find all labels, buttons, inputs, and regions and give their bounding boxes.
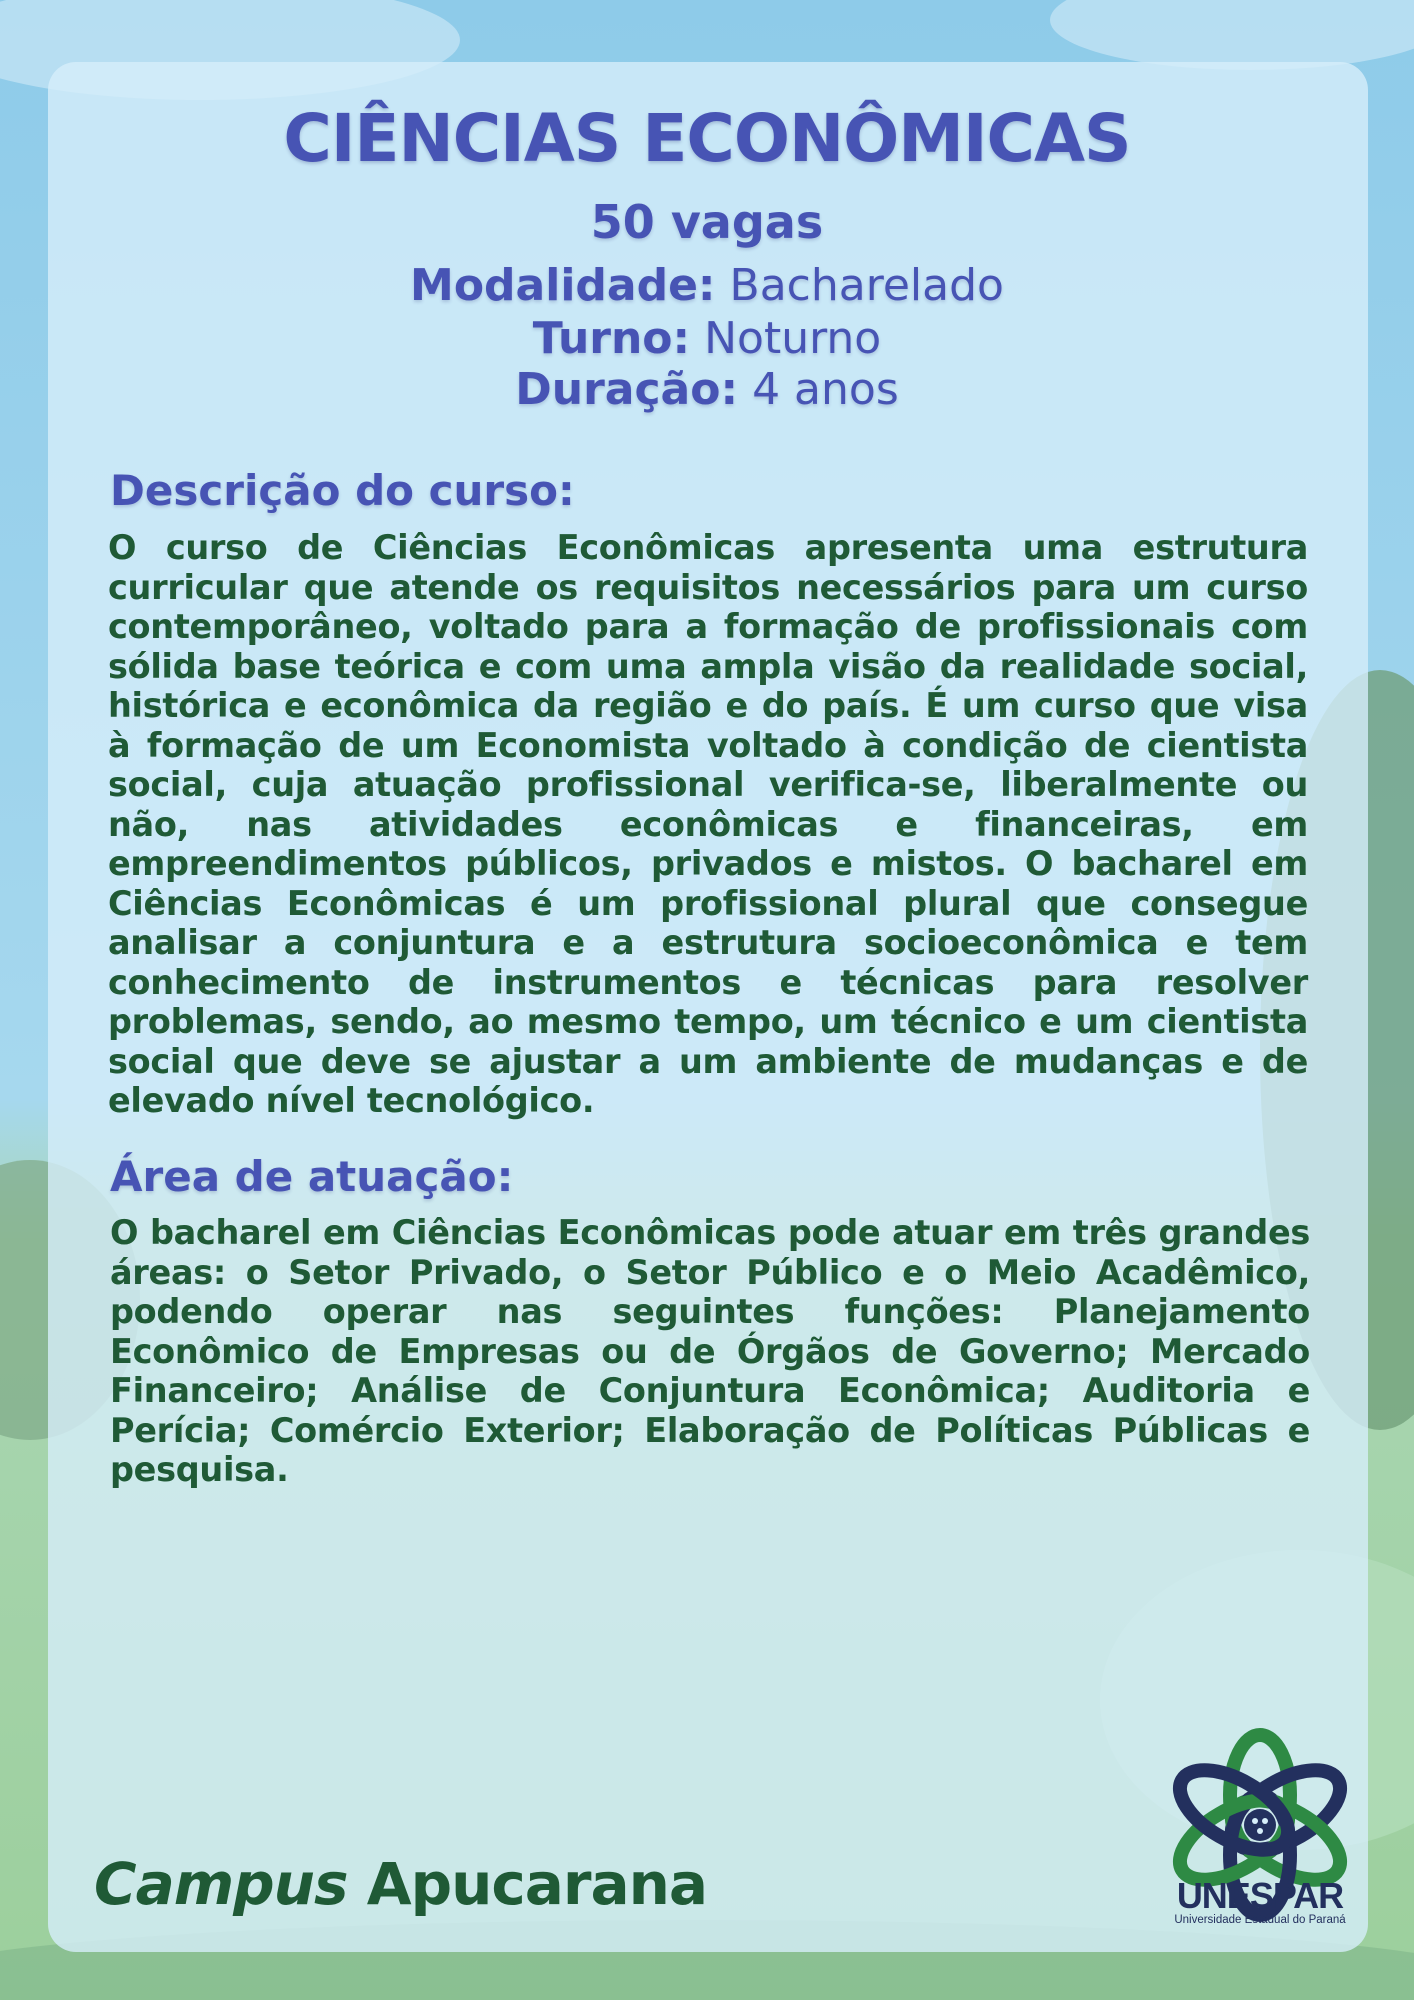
turno-value: Noturno — [704, 313, 882, 364]
area-heading: Área de atuação: — [110, 1152, 514, 1201]
duracao-label: Duração: — [515, 364, 739, 415]
description-text: O curso de Ciências Econômicas apresenta uma estrutura curricular que atende os requisitos necessários para um curso contemporâneo, voltado para a formação de profissionais com sólida base teórica e com uma ampla visão da realidade social, histórica e econômica da região e do país. É um curso que visa à formação de um Economista voltado à condição de cientista social, cuja atuação profissional verifica-se, liberalmente ou não, nas atividades econômicas e financeiras, em empreendimentos públicos, privados e mistos. O bacharel em Ciências Econômicas é um profissional plural que consegue analisar a conjuntura e a estrutura socioeconômica e tem conhecimento de instrumentos e técnicas para resolver problemas, sendo, ao mesmo tempo, um técnico e um cientista social que deve se ajustar a um ambiente de mudanças e de elevado nível tecnológico. — [108, 528, 1308, 1120]
logo-subtitle: Universidade Estadual do Paraná — [1174, 1914, 1346, 1926]
modalidade-line — [0, 260, 1414, 312]
turno-label: Turno: — [532, 313, 691, 364]
area-text: O bacharel em Ciências Econômicas pode atuar em três grandes áreas: o Setor Privado, o Setor Público e o Meio Acadêmico, podendo operar nas seguintes funções: Planejamento Econômico de Empresas ou de Órgãos de Governo; Mercado Financeiro; Análise de Conjuntura Econômica; Auditoria e Perícia; Comércio Exterior; Elaboração de Políticas Públicas e pesquisa. — [110, 1213, 1310, 1489]
campus-word: Campus — [94, 1850, 348, 1918]
modalidade-value: Bacharelado — [729, 260, 1004, 311]
campus-name: Apucarana — [366, 1850, 708, 1918]
description-heading: Descrição do curso: — [110, 466, 575, 515]
turno-line — [0, 313, 1414, 365]
campus-label — [94, 1850, 707, 1918]
logo-wordmark: UNESPAR — [1176, 1875, 1344, 1916]
vacancies: 50 vagas — [590, 195, 824, 249]
course-title: CIÊNCIAS ECONÔMICAS — [283, 100, 1131, 177]
duracao-value: 4 anos — [752, 364, 899, 415]
modalidade-label: Modalidade: — [410, 260, 716, 311]
duracao-line — [0, 364, 1414, 416]
